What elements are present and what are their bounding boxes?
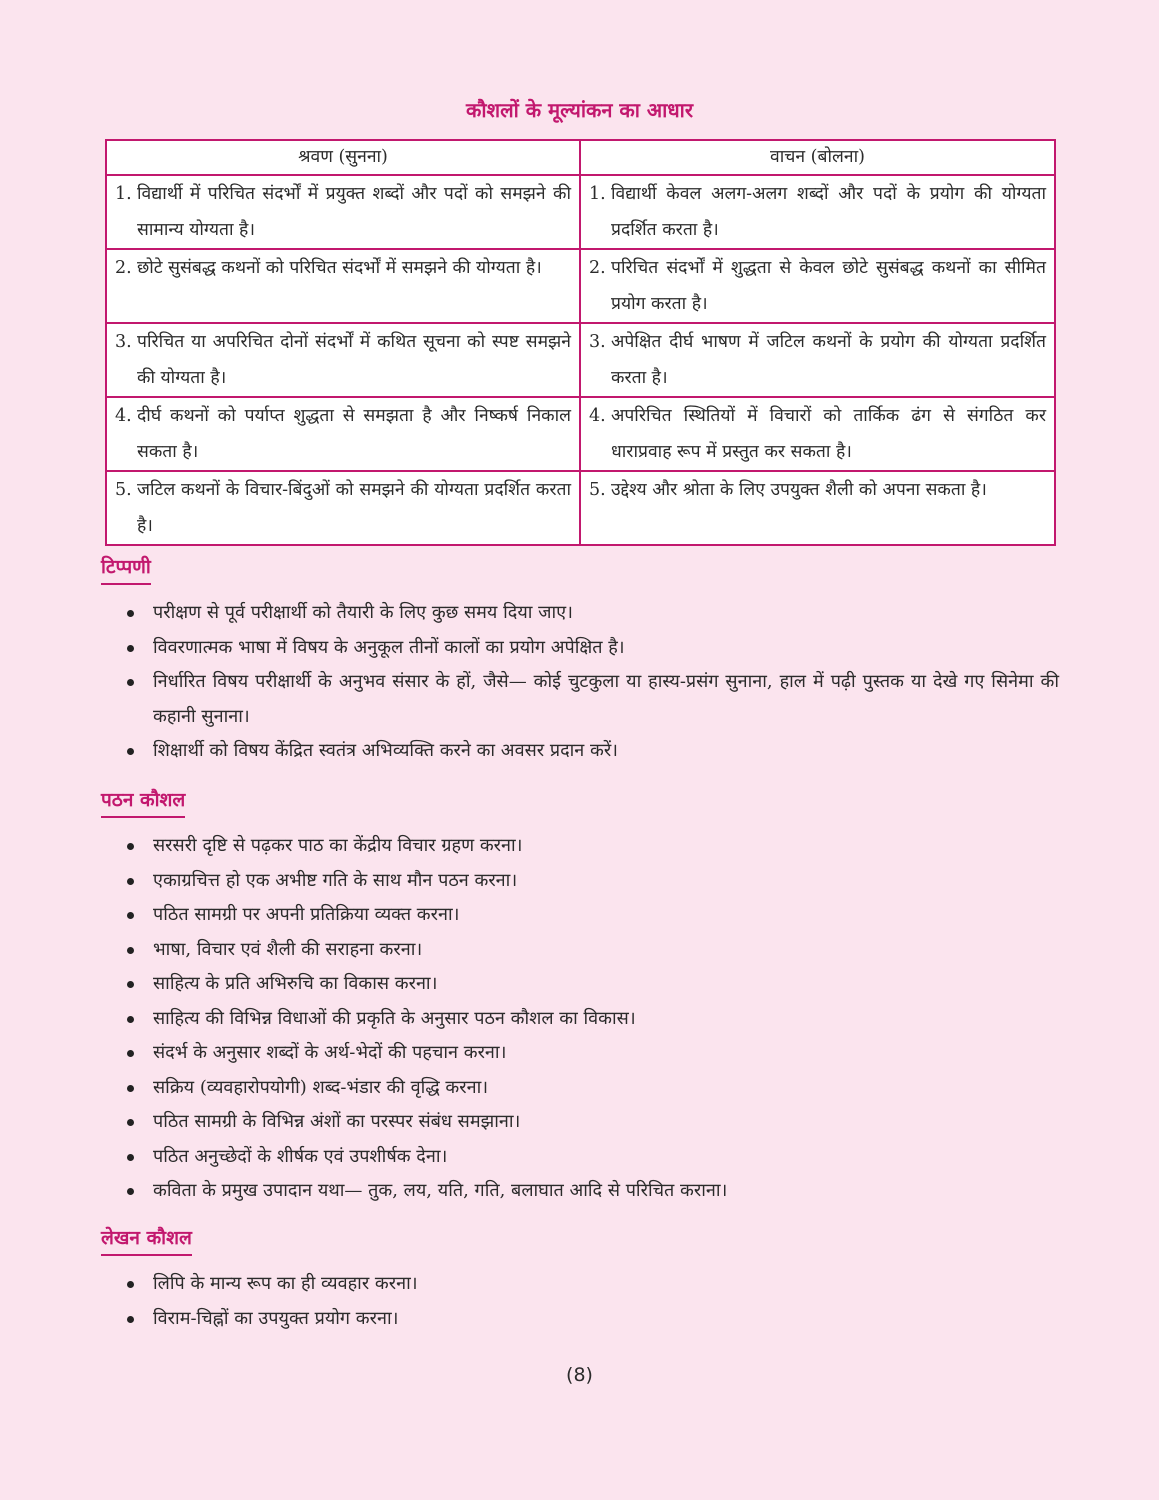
notes-list — [0, 596, 1159, 769]
item-number: 2. — [115, 258, 132, 278]
cell-text: विद्यार्थी केवल अलग-अलग शब्दों और पदों के प्रयोग की योग्यता प्रदर्शित करता है। — [611, 184, 1046, 240]
list-item — [0, 631, 1159, 666]
list-item-text: सक्रिय (व्यवहारोपयोगी) शब्द-भंडार की वृद्धि करना। — [153, 1076, 489, 1098]
list-item-text: एकाग्रचित्त हो एक अभीष्ट गति के साथ मौन पठन करना। — [153, 869, 518, 891]
list-item — [0, 1267, 1159, 1302]
bullet-icon — [127, 610, 134, 617]
list-item — [0, 734, 1159, 769]
list-item-text: साहित्य की विभिन्न विधाओं की प्रकृति के अनुसार पठन कौशल का विकास। — [153, 1007, 636, 1029]
item-number: 3. — [589, 332, 606, 352]
list-item — [0, 1174, 1159, 1209]
bullet-icon — [127, 1188, 134, 1195]
header-listening: श्रवण (सुनना) — [106, 140, 580, 175]
item-number: 4. — [115, 406, 132, 426]
list-item — [0, 1036, 1159, 1071]
bullet-icon — [127, 878, 134, 885]
list-item-text: परीक्षण से पूर्व परीक्षार्थी को तैयारी के लिए कुछ समय दिया जाए। — [153, 602, 573, 623]
speaking-cell — [580, 249, 1055, 323]
list-item — [0, 967, 1159, 1002]
list-item — [0, 1105, 1159, 1140]
list-item-text: पठित अनुच्छेदों के शीर्षक एवं उपशीर्षक देना। — [153, 1145, 448, 1167]
notes-heading: टिप्पणी — [101, 553, 151, 585]
bullet-icon — [127, 1085, 134, 1092]
listening-cell — [106, 175, 580, 249]
list-item-text: पठित सामग्री पर अपनी प्रतिक्रिया व्यक्त करना। — [153, 904, 460, 925]
bullet-icon — [127, 1050, 134, 1057]
speaking-cell — [580, 471, 1055, 545]
writing-skills-list — [0, 1267, 1159, 1336]
list-item — [0, 933, 1159, 968]
cell-text: अपेक्षित दीर्घ भाषण में जटिल कथनों के प्रयोग की योग्यता प्रदर्शित करता है। — [611, 332, 1046, 388]
listening-cell — [106, 249, 580, 323]
listening-cell — [106, 397, 580, 471]
list-item-text: पठित सामग्री के विभिन्न अंशों का परस्पर संबंध समझाना। — [153, 1111, 521, 1132]
cell-text: छोटे सुसंबद्ध कथनों को परिचित संदर्भों में समझने की योग्यता है। — [137, 258, 542, 278]
table-row — [106, 249, 1055, 323]
cell-text: अपरिचित स्थितियों में विचारों को तार्किक ढंग से संगठित कर धाराप्रवाह रूप में प्रस्तुत कर सकता है। — [611, 406, 1046, 462]
listening-cell — [106, 323, 580, 397]
bullet-icon — [127, 981, 134, 988]
list-item — [0, 829, 1159, 864]
table-row — [106, 471, 1055, 545]
list-item-text: शिक्षार्थी को विषय केंद्रित स्वतंत्र अभिव्यक्ति करने का अवसर प्रदान करें। — [153, 740, 619, 761]
bullet-icon — [127, 1281, 134, 1288]
writing-skills-heading: लेखन कौशल — [101, 1224, 192, 1256]
list-item-text: संदर्भ के अनुसार शब्दों के अर्थ-भेदों की पहचान करना। — [153, 1042, 507, 1063]
bullet-icon — [127, 947, 134, 954]
list-item — [0, 1002, 1159, 1037]
bullet-icon — [127, 645, 134, 652]
table-row — [106, 323, 1055, 397]
header-speaking: वाचन (बोलना) — [580, 140, 1055, 175]
cell-text: परिचित या अपरिचित दोनों संदर्भों में कथित सूचना को स्पष्ट समझने की योग्यता है। — [137, 332, 571, 388]
list-item — [0, 898, 1159, 933]
reading-skills-list — [0, 829, 1159, 1209]
cell-text: उद्देश्य और श्रोता के लिए उपयुक्त शैली को अपना सकता है। — [611, 480, 987, 500]
cell-text: परिचित संदर्भों में शुद्धता से केवल छोटे सुसंबद्ध कथनों का सीमित प्रयोग करता है। — [611, 258, 1046, 314]
item-number: 5. — [589, 480, 606, 500]
item-number: 2. — [589, 258, 606, 278]
item-number: 5. — [115, 480, 132, 500]
list-item-text: लिपि के मान्य रूप का ही व्यवहार करना। — [153, 1273, 418, 1294]
list-item-text: निर्धारित विषय परीक्षार्थी के अनुभव संसार के हों, जैसे— कोई चुटकुला या हास्य-प्रसंग सुनाना, हाल में पढ़ी पुस्तक या देखे गए सिनेमा की कहानी सुनाना। — [153, 671, 1059, 727]
item-number: 1. — [589, 184, 606, 204]
table-title: कौशलों के मूल्यांकन का आधार — [465, 98, 694, 122]
list-item — [0, 1140, 1159, 1175]
cell-text: जटिल कथनों के विचार-बिंदुओं को समझने की योग्यता प्रदर्शित करता है। — [137, 480, 571, 536]
bullet-icon — [127, 748, 134, 755]
bullet-icon — [127, 1119, 134, 1126]
list-item-text: सरसरी दृष्टि से पढ़कर पाठ का केंद्रीय विचार ग्रहण करना। — [153, 835, 523, 856]
speaking-cell — [580, 175, 1055, 249]
bullet-icon — [127, 1316, 134, 1323]
list-item-text: साहित्य के प्रति अभिरुचि का विकास करना। — [153, 973, 438, 994]
cell-text: विद्यार्थी में परिचित संदर्भों में प्रयुक्त शब्दों और पदों को समझने की सामान्य योग्यता है। — [137, 184, 571, 240]
item-number: 3. — [115, 332, 132, 352]
list-item-text: भाषा, विचार एवं शैली की सराहना करना। — [153, 938, 423, 960]
list-item-text: कविता के प्रमुख उपादान यथा— तुक, लय, यति, गति, बलाघात आदि से परिचित कराना। — [153, 1180, 728, 1201]
item-number: 4. — [589, 406, 606, 426]
list-item — [0, 665, 1159, 734]
table-header-row — [106, 140, 1055, 175]
list-item — [0, 864, 1159, 899]
cell-text: दीर्घ कथनों को पर्याप्त शुद्धता से समझता है और निष्कर्ष निकाल सकता है। — [137, 406, 571, 462]
table-row — [106, 175, 1055, 249]
list-item — [0, 596, 1159, 631]
listening-cell — [106, 471, 580, 545]
bullet-icon — [127, 843, 134, 850]
list-item — [0, 1302, 1159, 1337]
page-number: (8) — [566, 1364, 593, 1386]
bullet-icon — [127, 912, 134, 919]
item-number: 1. — [115, 184, 132, 204]
bullet-icon — [127, 1016, 134, 1023]
speaking-cell — [580, 323, 1055, 397]
skills-assessment-table — [105, 139, 1056, 546]
bullet-icon — [127, 1154, 134, 1161]
reading-skills-heading: पठन कौशल — [101, 786, 185, 818]
list-item-text: विवरणात्मक भाषा में विषय के अनुकूल तीनों कालों का प्रयोग अपेक्षित है। — [153, 636, 625, 658]
table-row — [106, 397, 1055, 471]
bullet-icon — [127, 679, 134, 686]
list-item — [0, 1071, 1159, 1106]
list-item-text: विराम-चिह्नों का उपयुक्त प्रयोग करना। — [153, 1307, 399, 1329]
speaking-cell — [580, 397, 1055, 471]
